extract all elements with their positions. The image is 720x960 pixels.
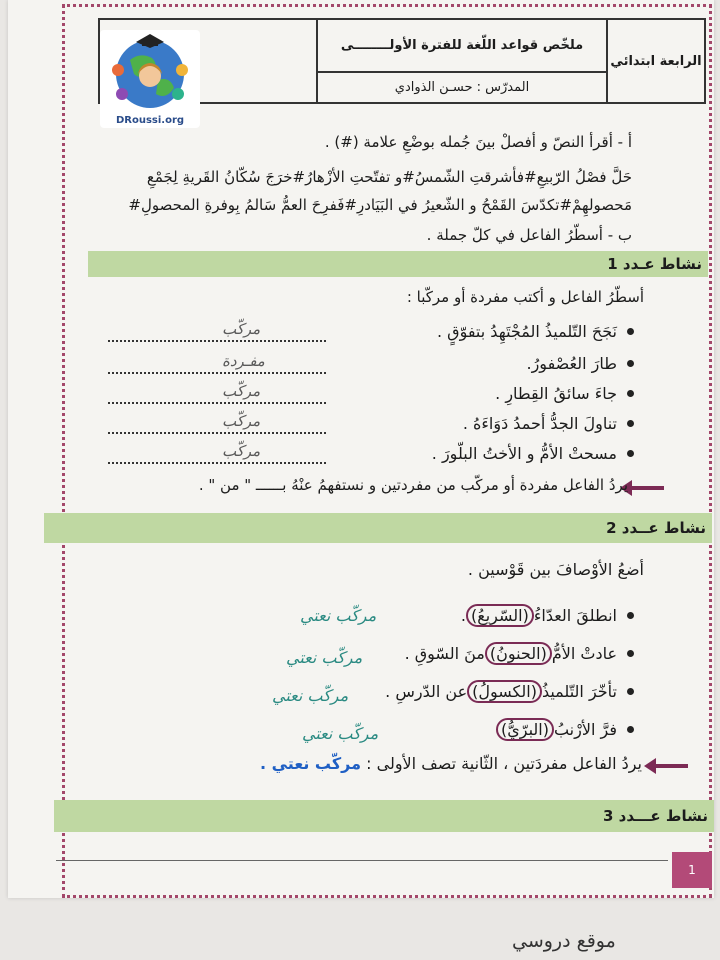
- sentence: نَجَحَ التّلميذُ المُجْتَهِدُ بتفوّقٍ .: [436, 322, 617, 341]
- circled-adjective: (البرّيُّ): [496, 718, 554, 741]
- handwritten-answer: مفـردة: [222, 352, 265, 370]
- circled-adjective: (الحنونُ): [485, 642, 552, 665]
- answer-line: [108, 450, 326, 464]
- circled-adjective: (الكسولُ): [467, 680, 542, 703]
- arrow-icon: [630, 486, 664, 490]
- bullet-icon: [627, 612, 634, 619]
- activity-1-instruction: أسطّرُ الفاعل و أكتب مفردة أو مركّبا :: [406, 288, 644, 306]
- bullet-icon: [627, 360, 634, 367]
- activity-3-heading: نشاط عـــدد 3: [54, 800, 714, 832]
- activity-2-item: [385, 680, 634, 703]
- sentence-end: منَ السّوقِ .: [404, 644, 485, 663]
- bullet-icon: [627, 726, 634, 733]
- handwritten-answer: مركّب نعتي: [302, 724, 379, 743]
- droussi-logo: [100, 30, 200, 128]
- activity-2-item: [496, 718, 634, 741]
- bullet-icon: [627, 650, 634, 657]
- sentence: جاءَ سائقُ القِطارِ .: [495, 384, 617, 403]
- rule-text: يردُ الفاعل مفردَتين ، الثّانية تصف الأولى :: [366, 754, 642, 773]
- activity-1-heading: نشاط عـدد 1: [88, 251, 708, 277]
- bullet-icon: [627, 450, 634, 457]
- passage-line-1: حَلَّ فصْلُ الرّبيعِ#فأشرقتِ الشّمسُ#و تفتّحتِ الأزْهارُ#خرَجَ سُكّانُ القَريةِ لِجَمْعِ: [146, 168, 632, 186]
- instruction-b: ب - أسطّرُ الفاعل في كلّ جملة .: [426, 226, 632, 244]
- answer-line: [108, 390, 326, 404]
- circled-adjective: (السّريعُ): [466, 604, 534, 627]
- handwritten-answer: مركّب نعتي: [286, 648, 363, 667]
- activity-1-item: [526, 354, 634, 373]
- answer-line: [108, 360, 326, 374]
- sentence-end: .: [460, 606, 466, 625]
- bullet-icon: [627, 328, 634, 335]
- activity-2-rule: [260, 754, 642, 773]
- activity-1-item: [437, 322, 634, 341]
- sentence-start: فرَّ الأرْنبُ: [553, 720, 617, 739]
- instruction-a: أ - أقرأ النصّ و أفصلْ بينَ جُمله بوضْعِ علامة (#) .: [324, 133, 632, 151]
- handwritten-answer: مركّب: [222, 412, 261, 430]
- logo-text: DRoussi.org: [115, 115, 185, 126]
- sentence: طارَ العُصْفورُ.: [526, 354, 617, 373]
- activity-1-item: [432, 444, 634, 463]
- sentence: تناولَ الجدُّ أحمدُ دَوَاءَهُ .: [462, 414, 617, 433]
- activity-1-rule: يردُ الفاعل مفردة أو مركّب من مفردتين و نستفهمُ عنْهُ بــــــ " من " .: [198, 476, 628, 494]
- sentence-start: انطلقَ العدّاءُ: [533, 606, 617, 625]
- activity-2-item: [461, 604, 634, 627]
- sentence-start: عادتْ الأمُّ: [551, 644, 617, 663]
- handwritten-answer: مركّب: [222, 442, 261, 460]
- footer-divider: [56, 860, 668, 861]
- activity-2-instruction: أضعُ الأوْصافَ بين قَوْسين .: [467, 560, 644, 579]
- activity-2-heading: نشاط عــدد 2: [44, 513, 712, 543]
- answer-line: [108, 328, 326, 342]
- sentence-end: عن الدّرسِ .: [385, 682, 468, 701]
- handwritten-answer: مركّب: [222, 320, 261, 338]
- bullet-icon: [627, 420, 634, 427]
- grade-level: الرابعة ابتدائي: [606, 20, 704, 102]
- handwritten-answer: مركّب نعتي: [272, 686, 349, 705]
- handwritten-answer: مركّب: [222, 382, 261, 400]
- activity-1-item: [495, 384, 634, 403]
- page-number: 1: [672, 852, 712, 888]
- arrow-icon: [654, 764, 688, 768]
- rule-term: مركّب نعتي .: [259, 754, 362, 773]
- worksheet-title: ملخّص قواعد اللّغة للفترة الأولــــــــى: [316, 20, 606, 73]
- teacher-name: المدرّس : حسـن الذوادي: [316, 73, 606, 102]
- passage-line-2: مَحصولهِمْ#تكدّسَ القَمْحُ و الشّعيرُ في البَيَادرِ#فَفرِحَ العمُّ سَالمُ بِوفرةِ المحصولِ#: [128, 196, 632, 214]
- bullet-icon: [627, 390, 634, 397]
- handwritten-answer: مركّب نعتي: [300, 606, 377, 625]
- sentence-start: تأخّرَ التّلميذُ: [541, 682, 617, 701]
- bullet-icon: [627, 688, 634, 695]
- activity-1-item: [463, 414, 634, 433]
- site-caption: موقع دروسي: [512, 930, 616, 952]
- globe-icon: [100, 30, 200, 128]
- sentence: مسحتْ الأمُّ و الأختُ البلّورَ .: [431, 444, 617, 463]
- activity-2-item: [405, 642, 634, 665]
- answer-line: [108, 420, 326, 434]
